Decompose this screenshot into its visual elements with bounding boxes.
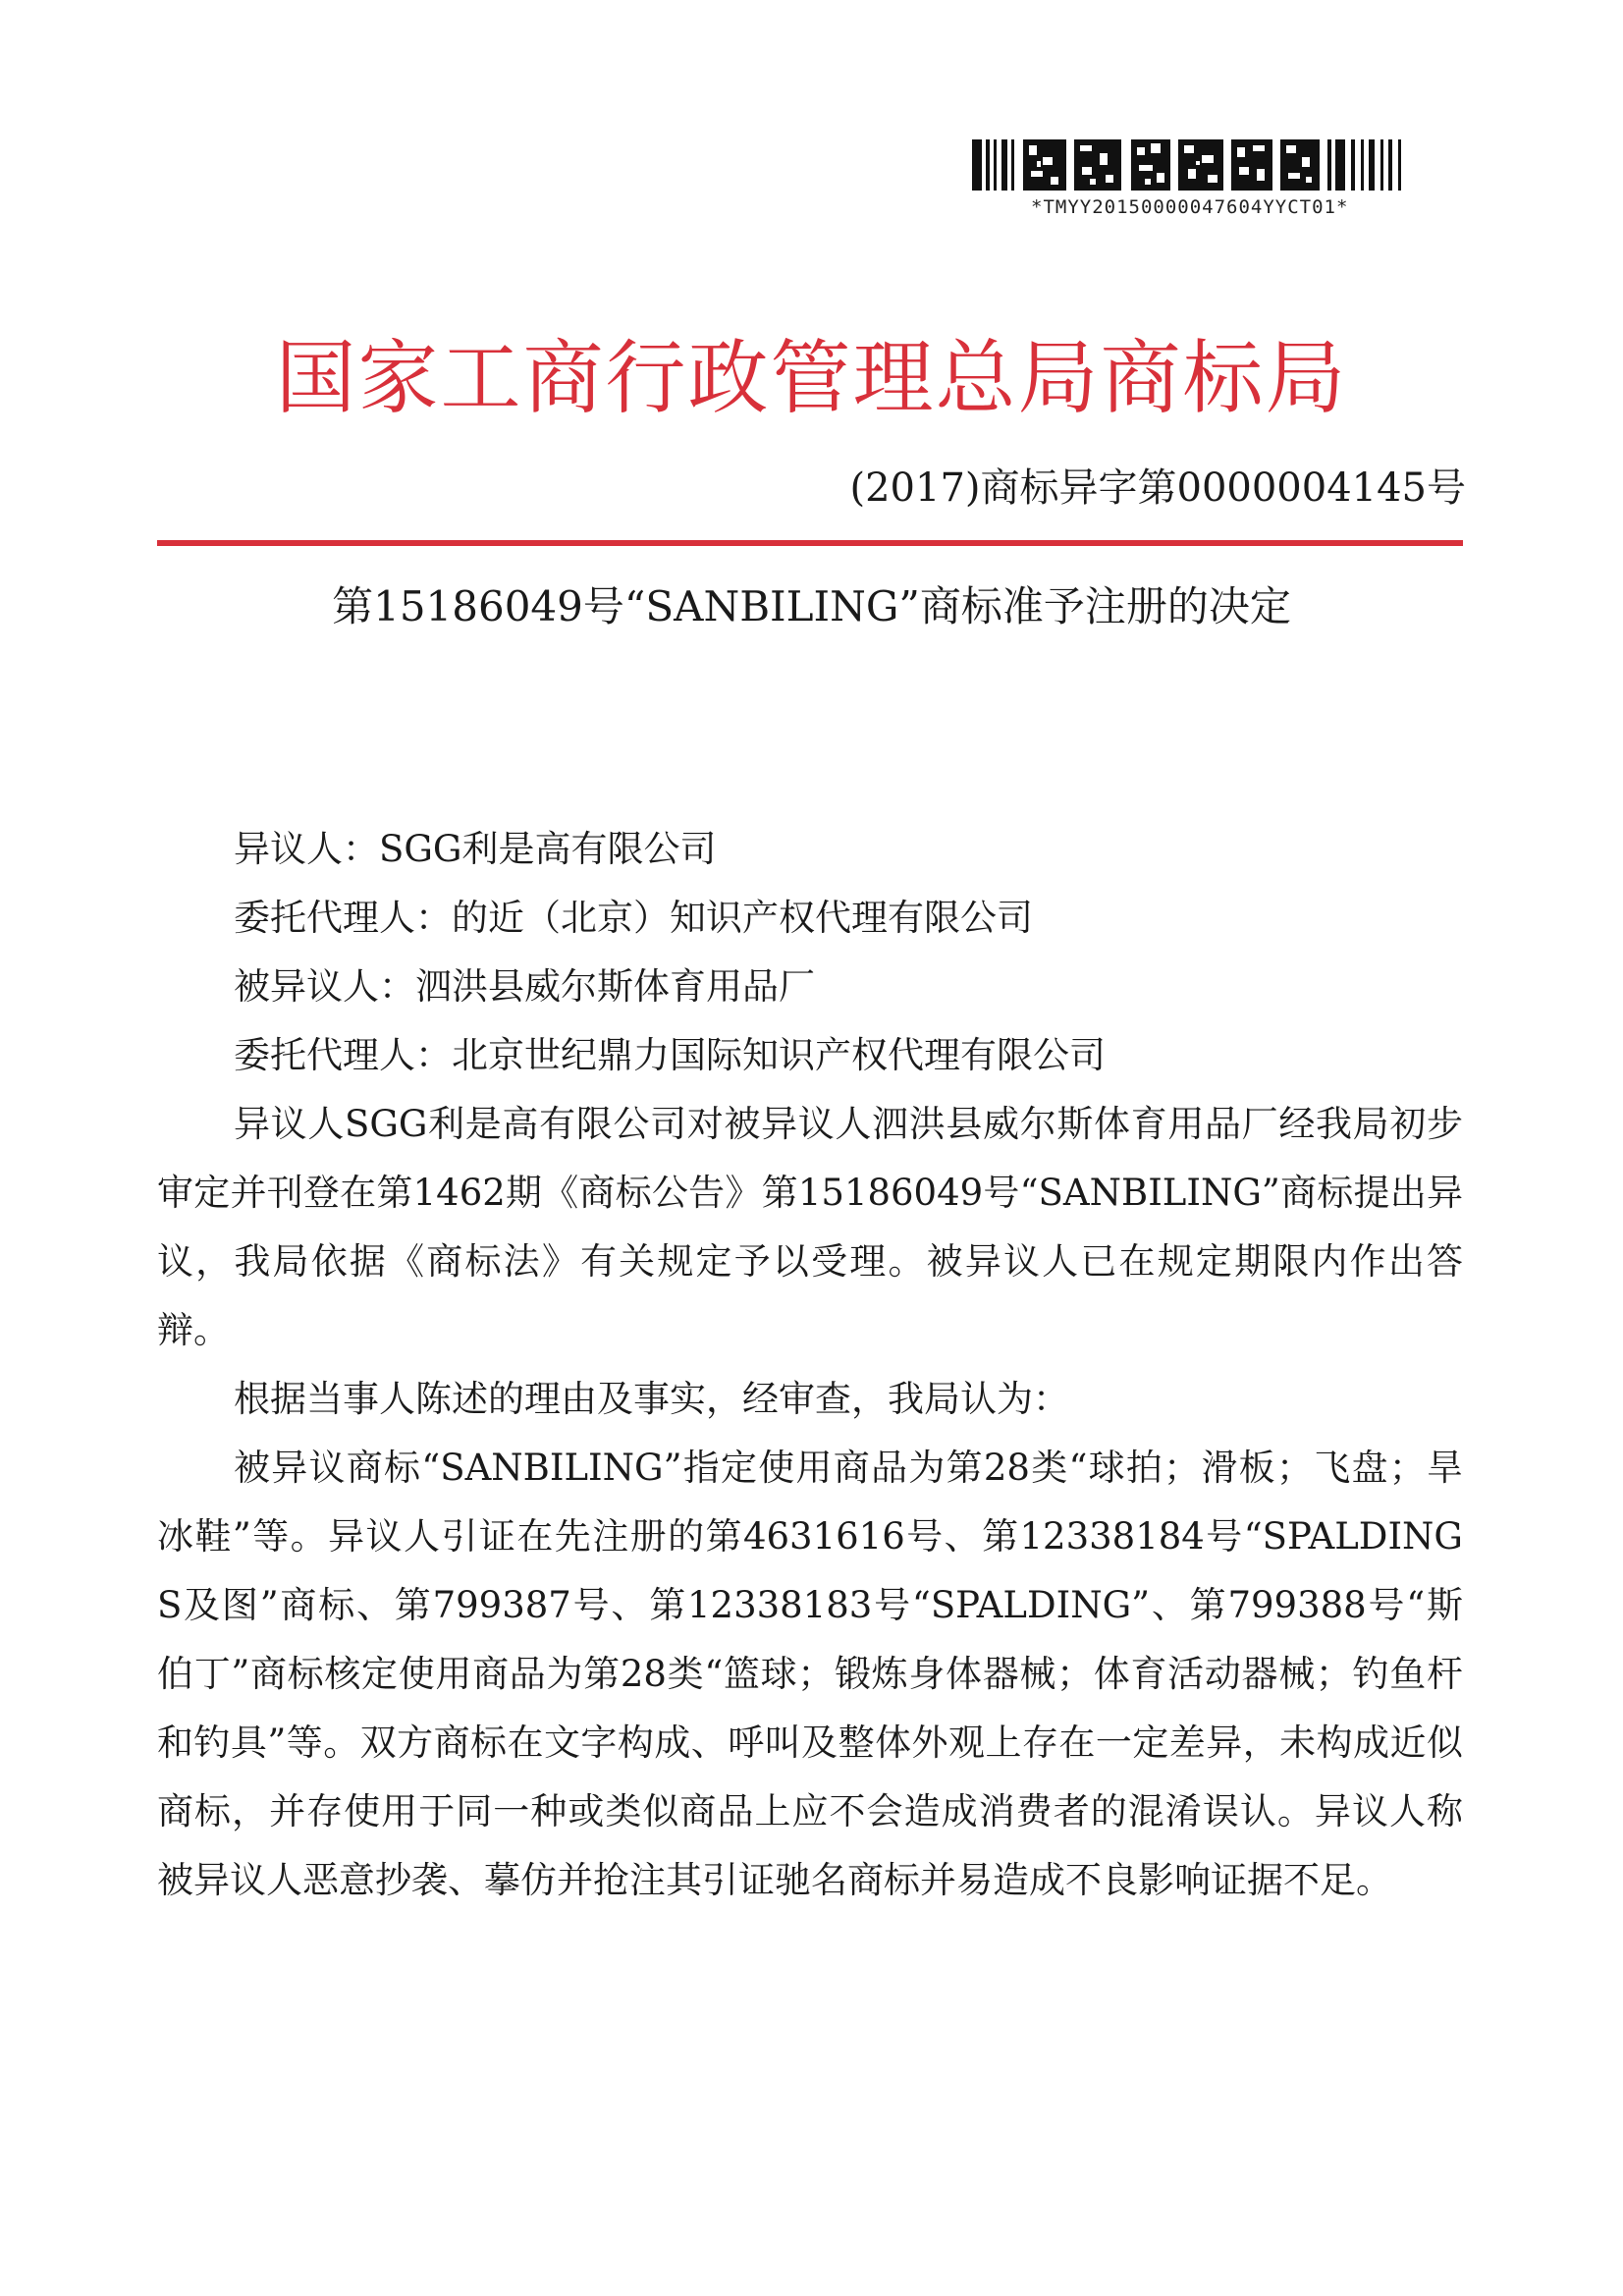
document-body [157,815,1463,1915]
decision-title: 第15186049号“SANBILING”商标准予注册的决定 [332,582,1291,630]
paragraph-background: 异议人SGG利是高有限公司对被异议人泗洪县威尔斯体育用品厂经我局初步审定并刊登在第1462期《商标公告》第15186049号“SANBILING”商标提出异议，我局依据《商标法》有关规定予以受理。被异议人已在规定期限内作出答辩。 [157,1103,1463,1351]
header-divider [157,540,1463,546]
barcode-block [972,137,1424,226]
barcode-code: *TMYY20150000047604YYCT01* [1031,196,1349,218]
barcode-icon [972,137,1424,192]
party-respondent-agent: 委托代理人：北京世纪鼎力国际知识产权代理有限公司 [234,1034,1106,1076]
paragraph-findings: 被异议商标“SANBILING”指定使用商品为第28类“球拍；滑板；飞盘；旱冰鞋”等。异议人引证在先注册的第4631616号、第12338184号“SPALDING S及图”商标、第799387号、第12338183号“SPALDING”、第799388号“斯伯丁”商标核定使用商品为第28类“篮球；锻炼身体器械；体育活动器械；钓鱼杆和钓具”等。双方商标在文字构成、呼叫及整体外观上存在一定差异，未构成近似商标，并存使用于同一种或类似商品上应不会造成消费者的混淆误认。异议人称被异议人恶意抄袭、摹仿并抢注其引证驰名商标并易造成不良影响证据不足。 [157,1447,1463,1901]
paragraph-review-intro: 根据当事人陈述的理由及事实，经审查，我局认为： [234,1378,1069,1420]
party-opponent-agent: 委托代理人：的近（北京）知识产权代理有限公司 [234,897,1033,939]
document-number: (2017)商标异字第0000004145号 [849,465,1466,511]
party-respondent: 被异议人：泗洪县威尔斯体育用品厂 [234,965,815,1008]
party-opponent: 异议人：SGG利是高有限公司 [234,828,717,870]
agency-title: 国家工商行政管理总局商标局 [275,332,1348,425]
